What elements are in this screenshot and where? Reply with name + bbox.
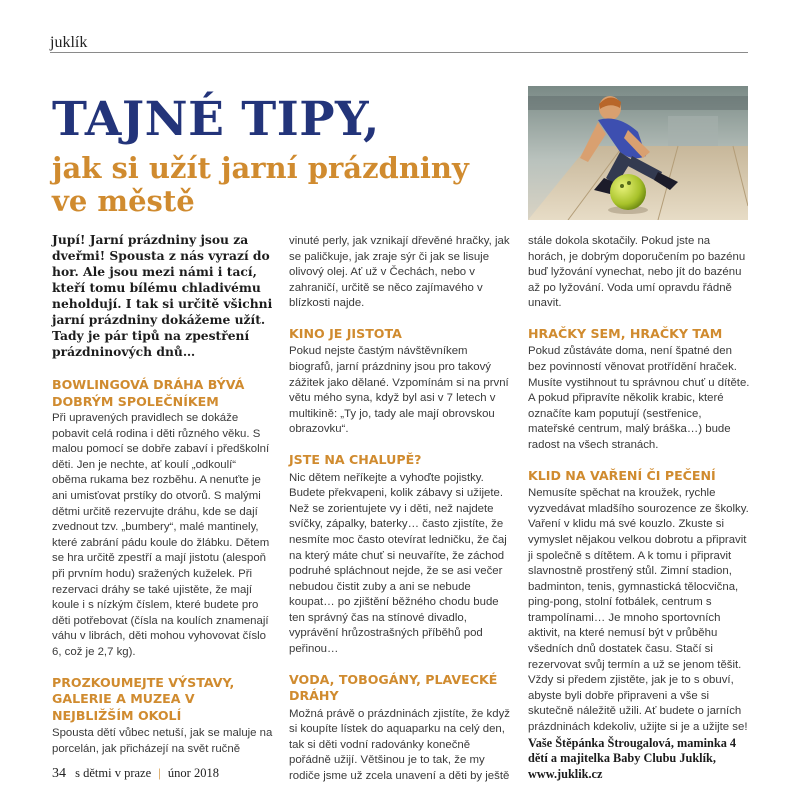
text-bowling: Při upravených pravidlech se dokáže pobavit celá rodina i děti různého věku. S malou pomocí se dobře zabaví i předškolní děti. Jen je nechte, ať koulí „odkoulí“ oběma rukama bez rozběhu. A nenuťte je ani umisťovat prstíky do otvorů. S malými dětmi určitě rezervujte dráhu, kde se dají zvednout tzv. „bumbery“, malé mantinely, které zabrání pádu koule do žlábku. Dětem se hra určitě zpestří a mají jistotu (alespoň při prvním hodu) sražených kuželek. Při rezervaci dráhy se také ujistěte, že mají koule i s nízkým číslem, které budete pro děti potřebovat (čísla na koulích znamenají váhu v librách, děti mohou vyhovovat číslo 6, což je 2,7 kg). — [52, 412, 270, 658]
heading-kino: KINO JE JISTOTA — [289, 325, 402, 341]
page-footer — [52, 766, 219, 782]
bowling-photo — [528, 86, 748, 220]
heading-hracky: HRAČKY SEM, HRAČKY TAM — [528, 325, 723, 341]
article-title: TAJNÉ TIPY, — [52, 92, 380, 147]
heading-voda: VODA, TOBOGÁNY, PLAVECKÉ DRÁHY — [289, 671, 498, 704]
column-2 — [289, 234, 511, 785]
text-vystavy-part1: Spousta dětí vůbec netuší, jak se maluje na porcelán, jak přicházejí na svět ručně — [52, 727, 273, 755]
heading-bowling: BOWLINGOVÁ DRÁHA BÝVÁ DOBRÝM SPOLEČNÍKEM — [52, 377, 245, 409]
article-lead: Jupí! Jarní prázdniny jsou za dveřmi! Spousta z nás vyrazí do hor. Ale jsou mezi námi i tací, kteří tomu bílému chladivému neholdují. I tak si určitě všichni jarní prázdniny dokážeme užít. Tady je pár tipů na zpestření prázdninových dnů… — [52, 232, 273, 359]
text-klid: Nemusíte spěchat na kroužek, rychle vyzvedávat mladšího sourozence ze školky. Vaření v klidu má své kouzlo. Zkuste si vymyslet nějakou velkou dobrotu a připravit ji společně s dítětem. A k tomu i připravit slavnostně prostřený stůl. Zimní stadion, badminton, tenis, gymnastická tělocvična, ping-pong, stolní fotbálek, centrum s trampolínami… Je mnoho sportovních aktivit, na které nemusí být v průběhu všedních dnů dostatek času. Stačí si rezervovat svůj termín a už se jenom těšit. Vždy si předem zjistěte, jak je to s obuví, abyste byli dobře připraveni a vše si skutečně náležitě užili. Ať budete o jarních prázdninách kdekoliv, užijte si je a užijte se! — [528, 487, 749, 734]
text-voda-part1: Možná právě o prázdninách zjistíte, že když si koupíte lístek do aquaparku na celý den, tak si děti vodní radovánky konečně pořádně užijí. Většinou je to tak, že my rodiče jsme už zcela unavení a děti by ještě — [289, 707, 510, 783]
column-1 — [52, 232, 274, 757]
section-label: juklík — [50, 34, 88, 51]
issue-date: únor 2018 — [167, 766, 219, 780]
article-subtitle: jak si užít jarní prázdniny ve městě — [52, 151, 469, 218]
text-voda-part2: stále dokola skotačily. Pokud jste na horách, je dobrým doporučením po bazénu buď lyžování vynechat, nebo jít do bazénu až po lyžování. Voda umí opravdu řádně unavit. — [528, 235, 746, 310]
text-chalupa: Nic dětem neříkejte a vyhoďte pojistky. Budete překvapeni, kolik zábavy si užijete. Než se zorientujete vy i děti, než najdete svíčky, zápalky, baterky… často zjistíte, že nesmíte moc často otevírat ledničku, že čaj na který máte chuť si neuvaříte, že záchod podruhé spláchnout nejde, že se asi večer nebudou čistit zuby a ani se nebude koupat… po zjištění běžného chodu bude ten správný čas na stínové divadlo, vyprávění hrůzostrašných příběhů pod peřinou… — [289, 471, 507, 656]
author-signature: Vaše Štěpánka Štrougalová, maminka 4 dětí a majitelka Baby Clubu Juklík, www.juklik.cz — [528, 735, 737, 781]
text-hracky: Pokud zůstáváte doma, není špatné den bez povinností věnovat protřídění hraček. Musíte vystihnout tu správnou chuť u dítěte. A pokud připravíte několik krabic, které označíte kam poputují (sestřenice, mateřské centrum, malý bráška…) bude radost na všech stranách. — [528, 345, 750, 452]
page-number: 34 — [52, 766, 66, 781]
text-vystavy-part2: vinuté perly, jak vznikají dřevěné hračky, jak se paličkuje, jak zraje sýr či jak se lisuje olivový olej. Ať už v Čechách, nebo v zahraničí, určitě se něco zajímavého v blízkosti najde. — [289, 235, 510, 310]
text-kino: Pokud nejste častým návštěvníkem biografů, jarní prázdniny jsou pro takový zážitek jako dělané. Vzpomínám si na první větu mého syna, když byl asi v 7 letech v multikině: „Ty jo, tady ale mají obrovskou obrazovku“. — [289, 345, 509, 436]
footer-separator: | — [158, 766, 161, 780]
heading-klid: KLID NA VAŘENÍ ČI PEČENÍ — [528, 467, 716, 483]
heading-chalupa: JSTE NA CHALUPĚ? — [289, 452, 422, 468]
magazine-name: s dětmi v praze — [75, 766, 152, 780]
column-3 — [528, 234, 750, 782]
top-divider — [50, 52, 748, 53]
bowling-photo-illustration — [528, 86, 748, 220]
heading-vystavy: PROZKOUMEJTE VÝSTAVY, GALERIE A MUZEA V NEJBLIŽŠÍM OKOLÍ — [52, 674, 235, 723]
